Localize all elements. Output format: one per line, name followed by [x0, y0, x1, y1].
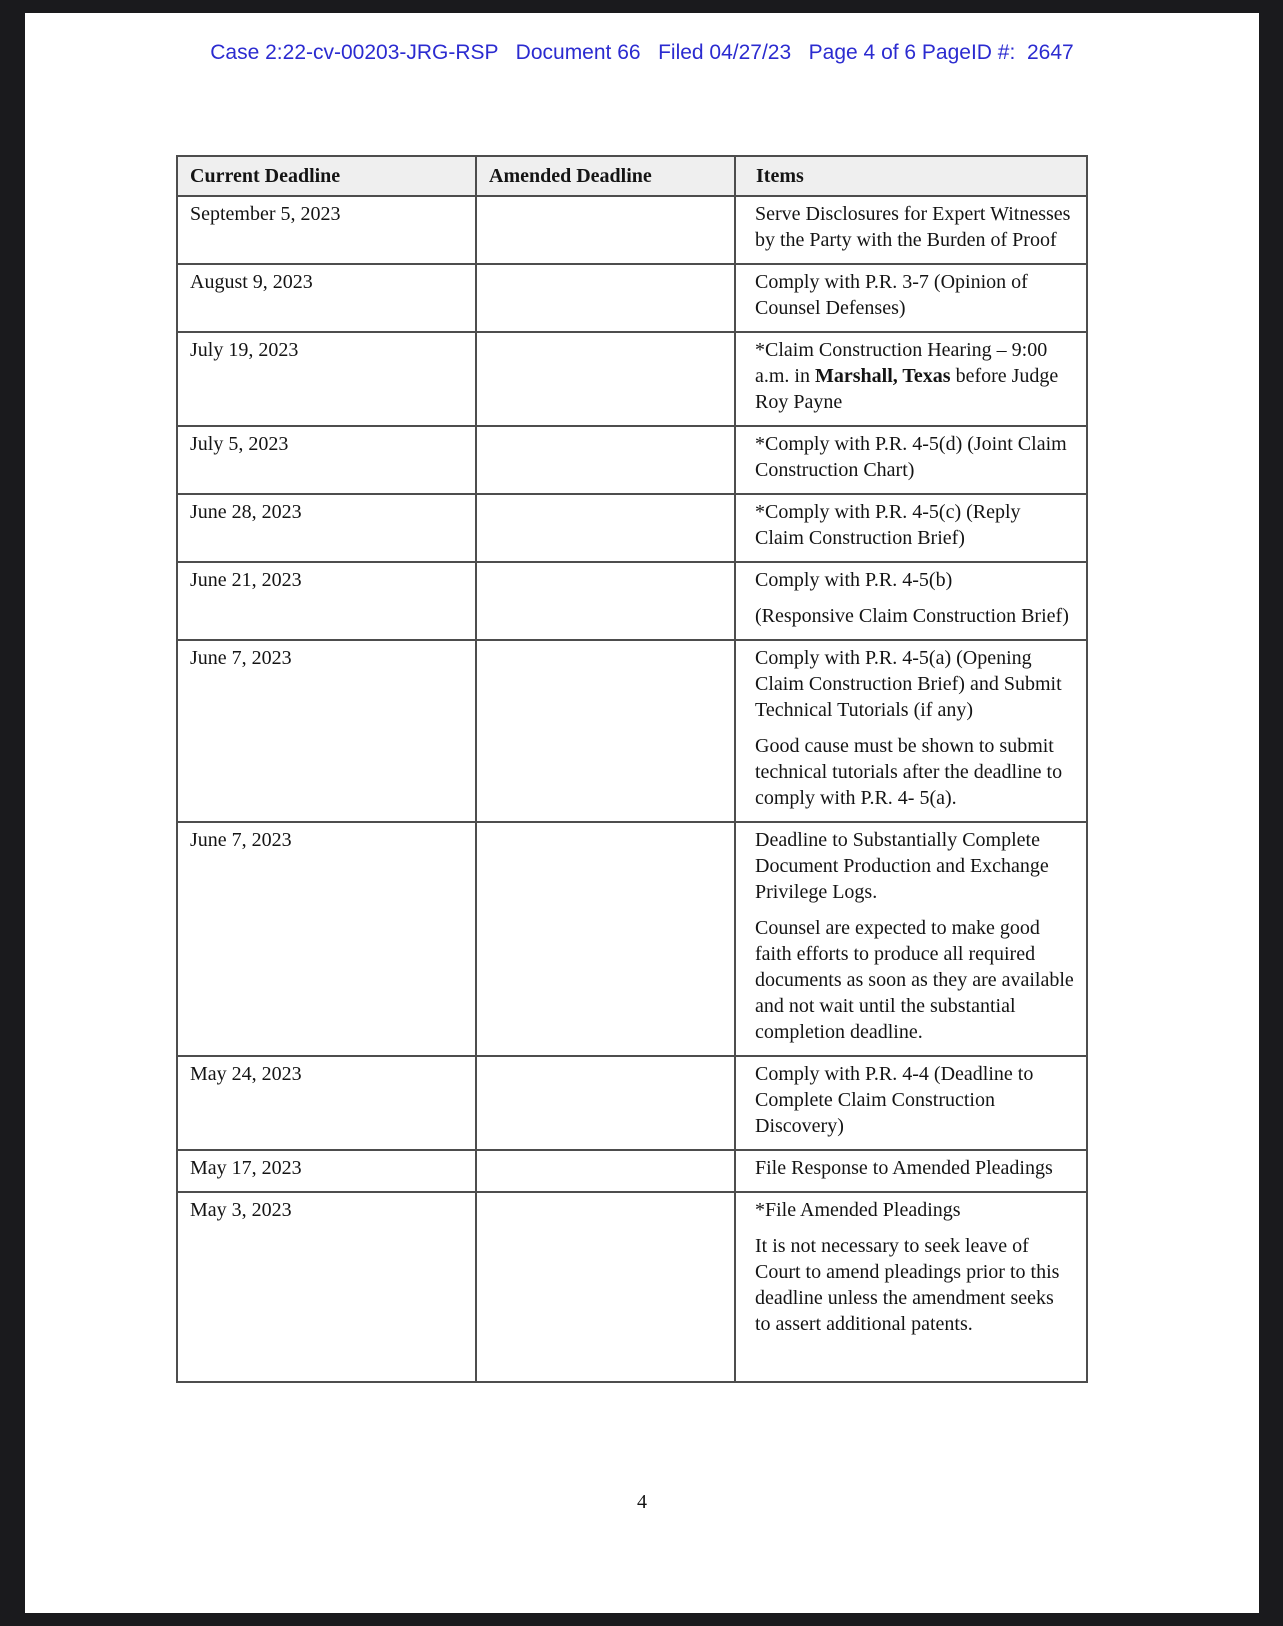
items-cell	[735, 822, 1087, 1056]
amended-deadline-cell	[476, 1150, 735, 1192]
table-row	[177, 1150, 1087, 1192]
text-run: Comply with P.R. 3-7 (Opinion of Counsel Defenses)	[755, 271, 1028, 319]
items-cell	[735, 494, 1087, 562]
item-paragraph	[755, 733, 1074, 811]
table-row	[177, 1192, 1087, 1382]
item-paragraph	[755, 1155, 1074, 1181]
items-cell	[735, 264, 1087, 332]
amended-deadline-cell	[476, 426, 735, 494]
text-run: Comply with P.R. 4-4 (Deadline to Complete Claim Construction Discovery)	[755, 1063, 1034, 1137]
current-deadline-cell: May 3, 2023	[177, 1192, 476, 1382]
current-deadline-cell: July 19, 2023	[177, 332, 476, 426]
page-number: 4	[637, 1491, 647, 1513]
deadline-table	[176, 155, 1088, 1383]
item-paragraph	[755, 431, 1074, 483]
header-row	[177, 156, 1087, 196]
table-row	[177, 1056, 1087, 1150]
text-run: Good cause must be shown to submit technical tutorials after the deadline to comply with P.R. 4- 5(a).	[755, 735, 1063, 809]
current-deadline-cell: August 9, 2023	[177, 264, 476, 332]
text-run: *Comply with P.R. 4-5(c) (Reply Claim Construction Brief)	[755, 501, 1021, 549]
items-cell	[735, 1056, 1087, 1150]
table-row	[177, 822, 1087, 1056]
text-run: *Comply with P.R. 4-5(d) (Joint Claim Construction Chart)	[755, 433, 1067, 481]
table-row	[177, 494, 1087, 562]
amended-deadline-cell	[476, 494, 735, 562]
table-row	[177, 332, 1087, 426]
text-run: before Judge Roy Payne	[755, 365, 1059, 413]
current-deadline-cell: June 7, 2023	[177, 640, 476, 822]
items-cell	[735, 426, 1087, 494]
current-deadline-cell: June 21, 2023	[177, 562, 476, 640]
deadline-table-body	[177, 196, 1087, 1382]
items-cell	[735, 332, 1087, 426]
text-run: *Claim Construction Hearing – 9:00 a.m. in	[755, 339, 1048, 387]
column-header-current-deadline: Current Deadline	[177, 156, 476, 196]
text-run: Counsel are expected to make good faith efforts to produce all required documents as soon as they are available and not wait until the substantial completion deadline.	[755, 917, 1074, 1043]
item-paragraph	[755, 915, 1074, 1045]
text-run: Deadline to Substantially Complete Document Production and Exchange Privilege Logs.	[755, 829, 1049, 903]
item-paragraph	[755, 201, 1074, 253]
text-run: *File Amended Pleadings	[755, 1199, 961, 1221]
text-run: It is not necessary to seek leave of Court to amend pleadings prior to this deadline unless the amendment seeks to assert additional patents.	[755, 1235, 1060, 1335]
current-deadline-cell: May 24, 2023	[177, 1056, 476, 1150]
text-run: Serve Disclosures for Expert Witnesses by the Party with the Burden of Proof	[755, 203, 1071, 251]
text-run: File Response to Amended Pleadings	[755, 1157, 1053, 1179]
amended-deadline-cell	[476, 1056, 735, 1150]
court-filing-stamp: Case 2:22-cv-00203-JRG-RSP Document 66 Filed 04/27/23 Page 4 of 6 PageID #: 2647	[210, 41, 1074, 64]
item-paragraph	[755, 567, 1074, 593]
amended-deadline-cell	[476, 640, 735, 822]
text-run: (Responsive Claim Construction Brief)	[755, 605, 1069, 627]
column-header-amended-deadline: Amended Deadline	[476, 156, 735, 196]
current-deadline-cell: September 5, 2023	[177, 196, 476, 264]
table-row	[177, 640, 1087, 822]
item-paragraph	[755, 1197, 1074, 1223]
item-paragraph	[755, 1233, 1074, 1337]
table-row	[177, 426, 1087, 494]
amended-deadline-cell	[476, 822, 735, 1056]
current-deadline-cell: July 5, 2023	[177, 426, 476, 494]
amended-deadline-cell	[476, 196, 735, 264]
item-paragraph	[755, 1061, 1074, 1139]
table-row	[177, 264, 1087, 332]
deadline-table-header	[177, 156, 1087, 196]
text-run: Marshall, Texas	[815, 365, 951, 387]
current-deadline-cell: June 7, 2023	[177, 822, 476, 1056]
items-cell	[735, 640, 1087, 822]
text-run: Comply with P.R. 4-5(b)	[755, 569, 953, 591]
amended-deadline-cell	[476, 332, 735, 426]
amended-deadline-cell	[476, 1192, 735, 1382]
item-paragraph	[755, 645, 1074, 723]
item-paragraph	[755, 827, 1074, 905]
table-row	[177, 196, 1087, 264]
items-cell	[735, 1192, 1087, 1382]
column-header-items: Items	[735, 156, 1087, 196]
table-row	[177, 562, 1087, 640]
items-cell	[735, 562, 1087, 640]
current-deadline-cell: May 17, 2023	[177, 1150, 476, 1192]
item-paragraph	[755, 499, 1074, 551]
current-deadline-cell: June 28, 2023	[177, 494, 476, 562]
amended-deadline-cell	[476, 562, 735, 640]
document-page	[25, 13, 1259, 1613]
item-paragraph	[755, 603, 1074, 629]
item-paragraph	[755, 269, 1074, 321]
item-paragraph	[755, 337, 1074, 415]
items-cell	[735, 196, 1087, 264]
amended-deadline-cell	[476, 264, 735, 332]
items-cell	[735, 1150, 1087, 1192]
text-run: Comply with P.R. 4-5(a) (Opening Claim Construction Brief) and Submit Technical Tutorials (if any)	[755, 647, 1062, 721]
